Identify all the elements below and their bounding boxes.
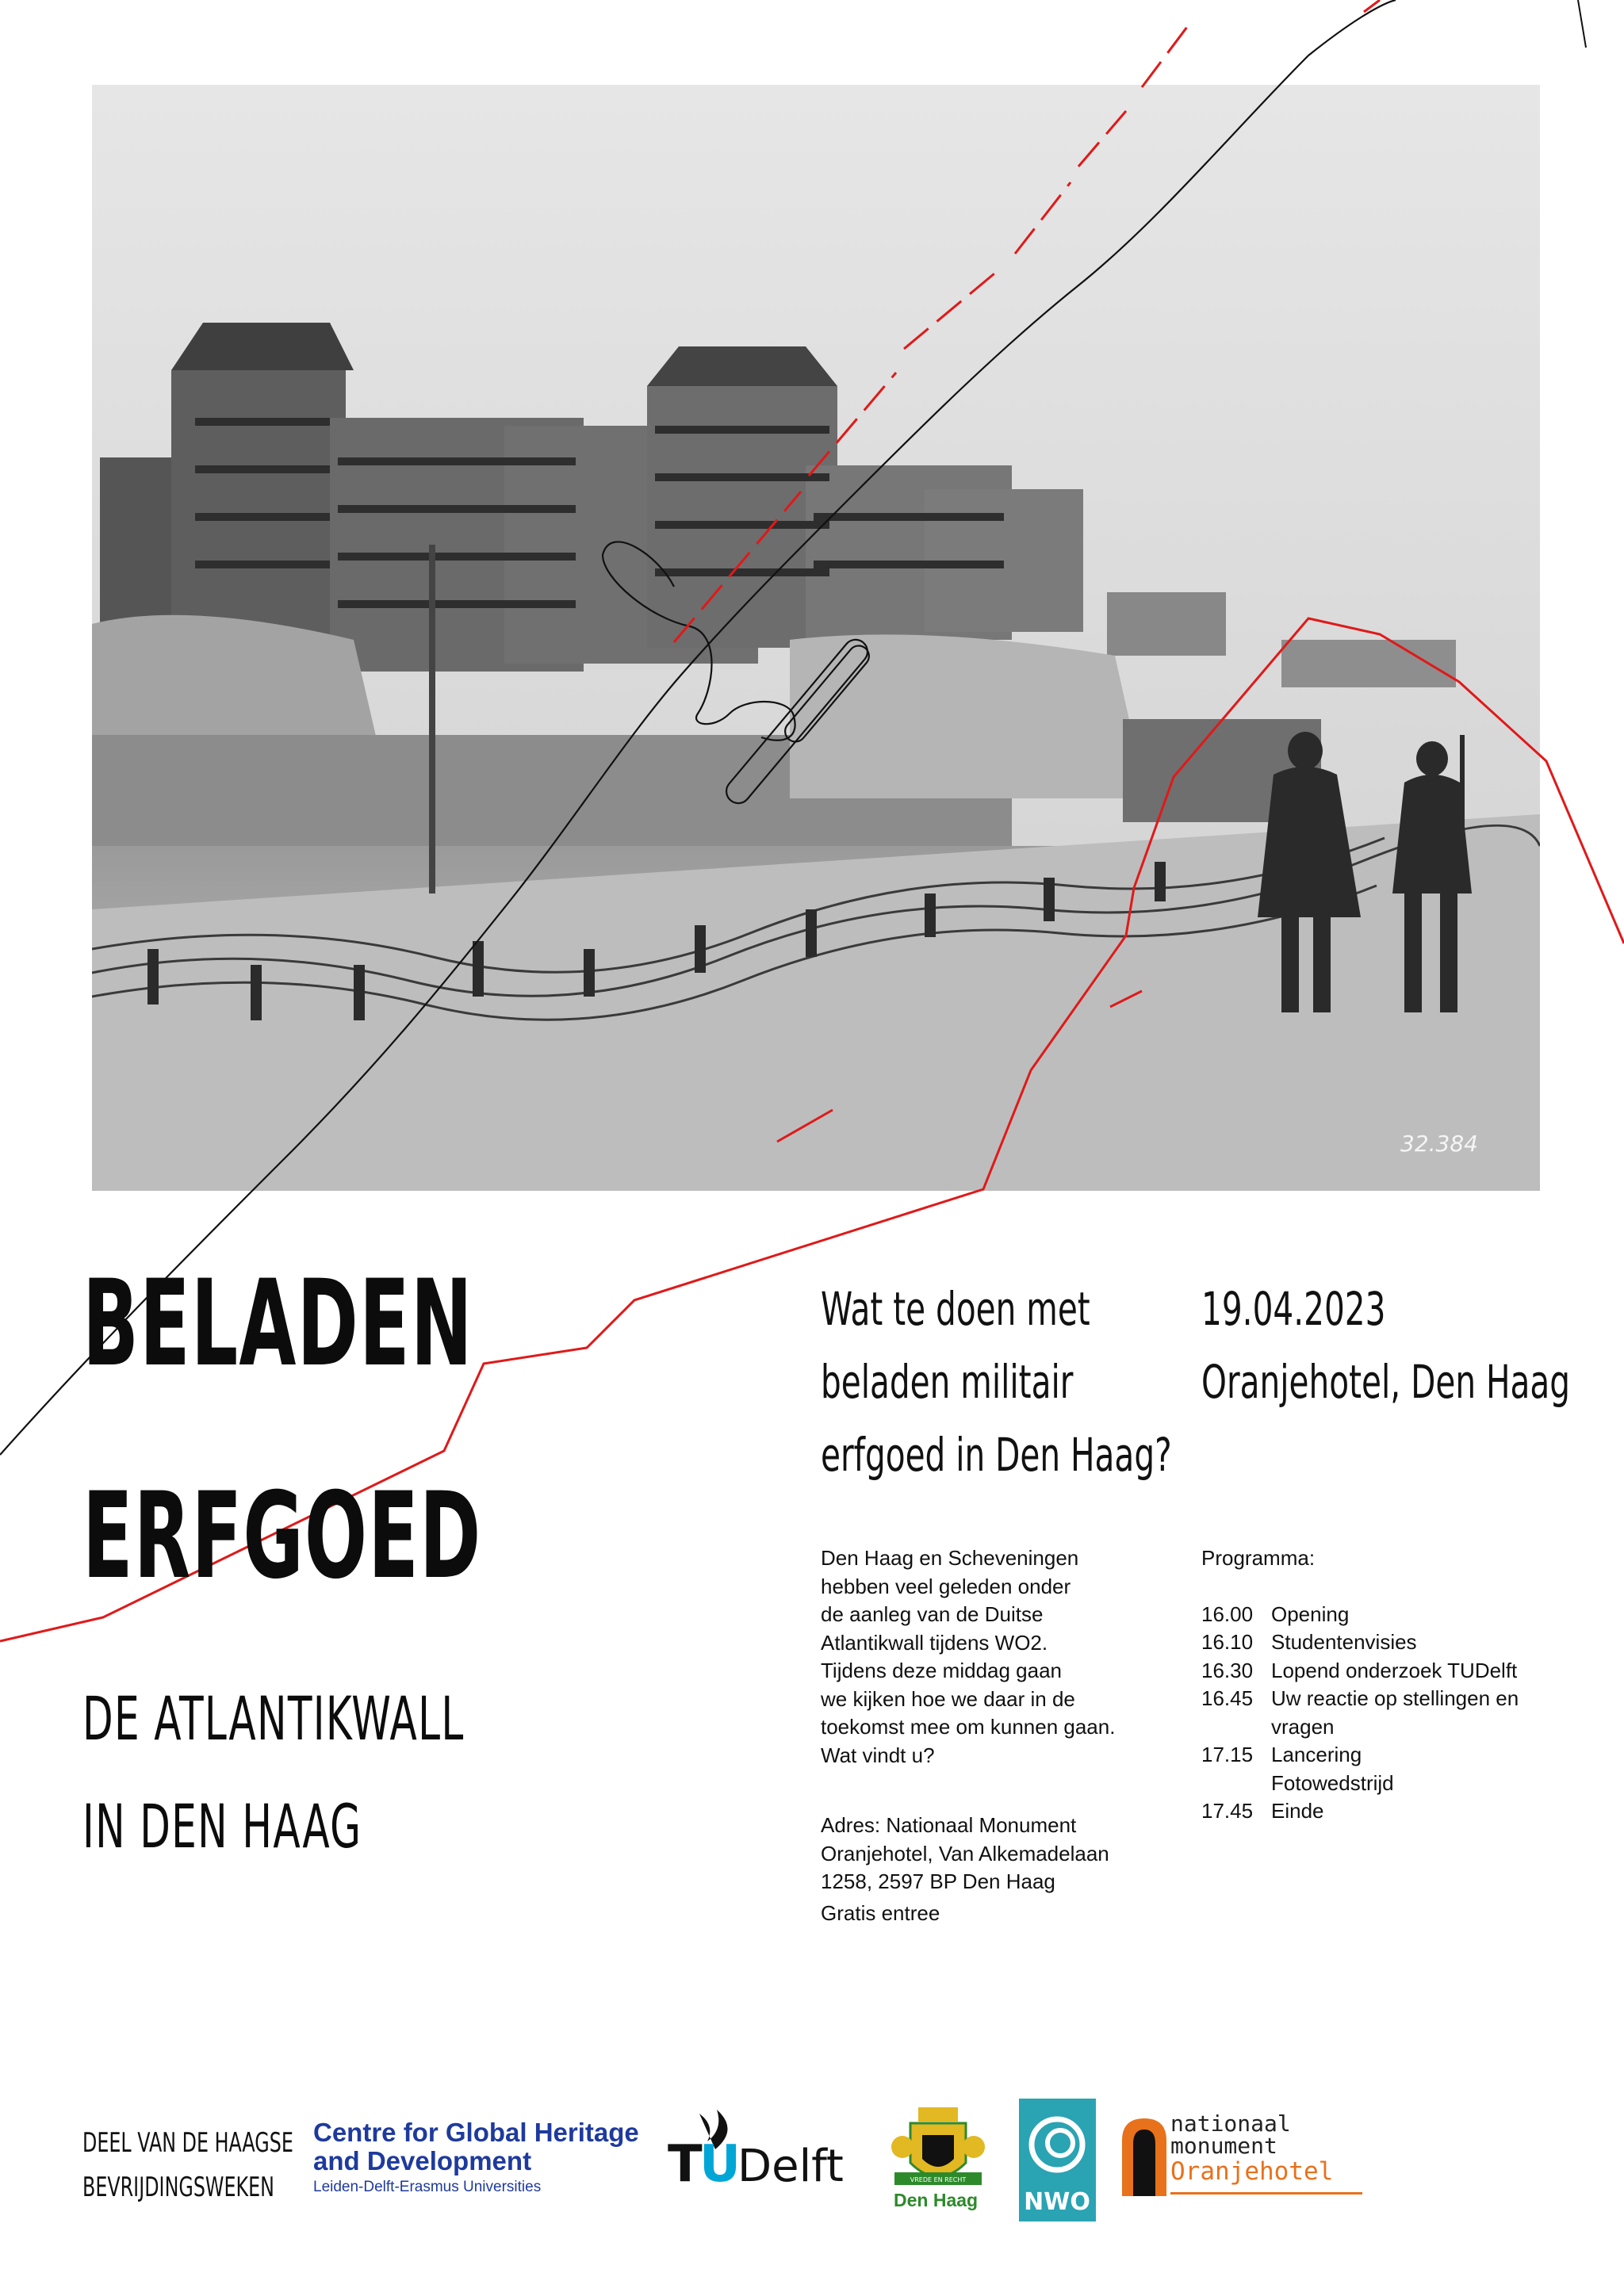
- cgh-name-line-2: and Development: [313, 2146, 532, 2175]
- header-photo: [92, 85, 1540, 1191]
- programme-event: Einde: [1271, 1799, 1324, 1823]
- programme-event: Lopend onderzoek TUDelft: [1271, 1658, 1518, 1682]
- address-line: Adres: Nationaal Monument: [821, 1813, 1077, 1837]
- programme-time: 17.45: [1201, 1799, 1254, 1823]
- oranjehotel-underline: [1170, 2192, 1362, 2195]
- address-block: [821, 1812, 1170, 1896]
- programme-time: 17.15: [1201, 1743, 1254, 1766]
- photo-caption: 32.384: [1400, 1131, 1478, 1157]
- svg-text:U: U: [699, 2135, 741, 2193]
- body-text: [821, 1544, 1170, 1770]
- beach-photo-illustration: [92, 85, 1540, 1191]
- body-line: Tijdens deze middag gaan: [821, 1659, 1063, 1682]
- question-line-3: erfgoed in Den Haag?: [821, 1428, 1172, 1482]
- title-line-2: ERFGOED: [82, 1468, 482, 1605]
- question-line-2: beladen militair: [821, 1355, 1074, 1409]
- denhaag-label: Den Haag: [894, 2190, 979, 2210]
- cgh-subtitle: Leiden-Delft-Erasmus Universities: [313, 2179, 542, 2195]
- tudelft-logo: [668, 2106, 858, 2193]
- body-line: de aanleg van de Duitse: [821, 1602, 1044, 1626]
- denhaag-ribbon-text: VREDE EN RECHT: [910, 2176, 967, 2183]
- programme: [1201, 1544, 1550, 1826]
- body-line: Wat vindt u?: [821, 1743, 935, 1767]
- subtitle-line-1: DE ATLANTIKWALL: [82, 1683, 465, 1754]
- programme-heading: Programma:: [1201, 1546, 1316, 1570]
- oranjehotel-line-1: nationaal: [1170, 2110, 1291, 2137]
- programme-time: 16.45: [1201, 1686, 1254, 1710]
- oranjehotel-line-2: monument: [1170, 2133, 1277, 2159]
- nwo-label: NWO: [1024, 2188, 1090, 2216]
- address-line: Oranjehotel, Van Alkemadelaan: [821, 1841, 1109, 1866]
- cgh-logo: [313, 2118, 639, 2196]
- footer-line-2: BEVRIJDINGSWEKEN: [82, 2172, 274, 2203]
- event-location: Oranjehotel, Den Haag: [1201, 1355, 1571, 1409]
- title-line-1: BELADEN: [82, 1255, 473, 1393]
- svg-text:T: T: [668, 2135, 703, 2193]
- svg-text:Delft: Delft: [737, 2141, 844, 2192]
- programme-time: 16.00: [1201, 1601, 1254, 1626]
- body-line: Den Haag en Scheveningen: [821, 1546, 1079, 1570]
- body-line: Atlantikwall tijdens WO2.: [821, 1630, 1048, 1655]
- body-line: we kijken hoe we daar in de: [821, 1686, 1075, 1711]
- body-line: toekomst mee om kunnen gaan.: [821, 1715, 1116, 1739]
- programme-item: [1201, 1657, 1550, 1686]
- lamp-post: [429, 545, 435, 894]
- oranjehotel-logo: [1170, 2110, 1334, 2186]
- programme-time: 16.30: [1201, 1658, 1254, 1682]
- event-info: [1201, 1272, 1624, 1418]
- footer-line-1: DEEL VAN DE HAAGSE: [82, 2127, 293, 2159]
- cgh-name-line-1: Centre for Global Heritage: [313, 2118, 639, 2147]
- programme-item: [1201, 1741, 1550, 1797]
- programme-event: Uw reactie op stellingen en vragen: [1271, 1686, 1519, 1739]
- programme-item: [1201, 1797, 1550, 1826]
- oranjehotel-line-3: Oranjehotel: [1170, 2157, 1334, 2186]
- programme-time: 16.10: [1201, 1630, 1254, 1654]
- nwo-logo: [1019, 2099, 1096, 2221]
- programme-item: [1201, 1628, 1550, 1657]
- event-date: 19.04.2023: [1201, 1282, 1386, 1336]
- question-block: [821, 1272, 1178, 1491]
- address-line: 1258, 2597 BP Den Haag: [821, 1869, 1055, 1893]
- subtitle-line-2: IN DEN HAAG: [82, 1791, 362, 1862]
- question-line-1: Wat te doen met: [821, 1282, 1090, 1336]
- body-line: hebben veel geleden onder: [821, 1574, 1071, 1598]
- programme-item: [1201, 1601, 1550, 1629]
- programme-event: Opening: [1271, 1601, 1350, 1626]
- programme-event: Lancering Fotowedstrijd: [1271, 1743, 1394, 1795]
- entree-text: Gratis entree: [821, 1901, 940, 1925]
- programme-item: [1201, 1685, 1550, 1741]
- programme-event: Studentenvisies: [1271, 1630, 1417, 1654]
